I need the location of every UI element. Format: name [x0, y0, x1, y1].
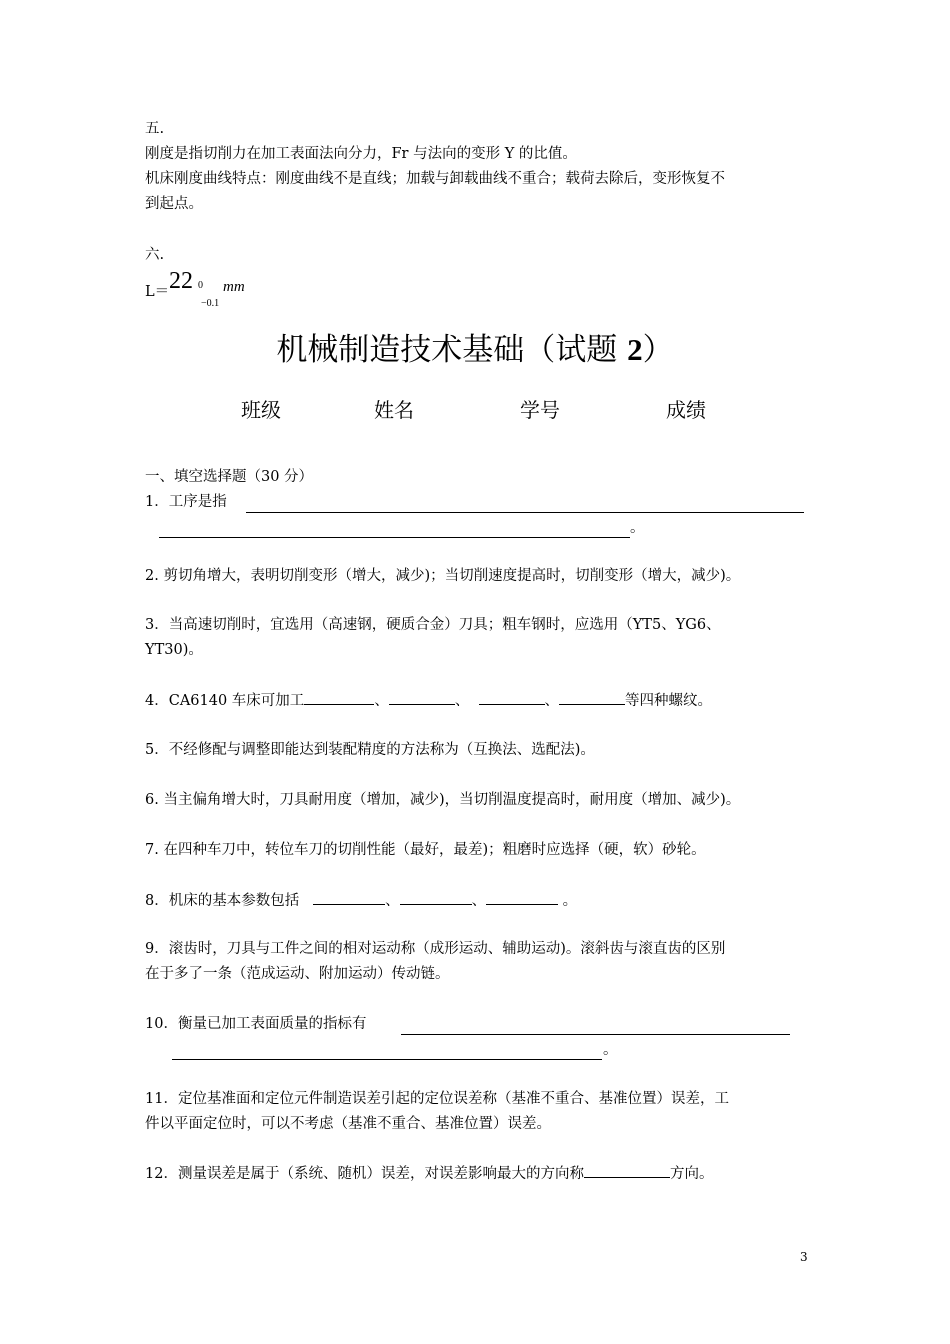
question-1-end: 。 [630, 520, 645, 536]
question-12 [145, 1163, 713, 1184]
question-4-blank-3[interactable] [479, 690, 545, 705]
page-number: 3 [800, 1250, 808, 1264]
question-8-text: 8．机床的基本参数包括 [145, 893, 300, 909]
question-4-sep-1: 、 [374, 693, 389, 709]
question-8-sep-2: 、 [471, 893, 487, 909]
formula-upper-deviation: 0 [198, 280, 203, 291]
section-5-heading: 五. [145, 121, 165, 137]
formula-value: 22 [169, 268, 193, 294]
answer-5-line-3: 到起点。 [145, 196, 203, 212]
question-7: 7. 在四种车刀中，转位车刀的切削性能（最好，最差)；粗磨时应选择（硬，软）砂轮。 [145, 842, 706, 858]
question-12-blank[interactable] [584, 1163, 670, 1178]
question-4-blank-4[interactable] [559, 690, 625, 705]
answer-5-line-2: 机床刚度曲线特点：刚度曲线不是直线；加载与卸载曲线不重合；载荷去除后，变形恢复不 [145, 171, 725, 187]
question-3-line-2: YT30)。 [145, 642, 203, 658]
question-2: 2. 剪切角增大，表明切削变形（增大，减少)；当切削速度提高时，切削变形（增大，减少)。 [145, 568, 741, 584]
question-4-text: 4．CA6140 车床可加工 [145, 693, 305, 709]
exam-title-number: 2 [627, 332, 643, 367]
question-12-end: 方向。 [669, 1166, 714, 1182]
question-10: 10．衡量已加工表面质量的指标有 [145, 1016, 367, 1032]
tolerance-formula [145, 266, 345, 316]
class-label: 班级 [241, 398, 281, 422]
question-4-blank-1[interactable] [304, 690, 374, 705]
question-9-line-1: 9．滚齿时，刀具与工件之间的相对运动称（成形运动、辅助运动)。滚斜齿与滚直齿的区别 [145, 941, 726, 957]
exam-title [0, 328, 950, 372]
question-8-sep-1: 、 [385, 893, 400, 909]
question-8 [145, 890, 577, 911]
question-5: 5．不经修配与调整即能达到装配精度的方法称为（互换法、选配法)。 [145, 742, 595, 758]
section-1-heading: 一、填空选择题（30 分） [145, 469, 314, 485]
question-11-line-2: 件以平面定位时，可以不考虑（基准不重合、基准位置）误差。 [145, 1116, 551, 1132]
question-12-text: 12．测量误差是属于（系统、随机）误差，对误差影响最大的方向称 [145, 1166, 584, 1182]
question-9-line-2: 在于多了一条（范成运动、附加运动）传动链。 [145, 966, 450, 982]
question-10-blank-line-2[interactable] [172, 1059, 602, 1060]
question-1-blank-line-2[interactable] [159, 537, 630, 538]
question-3-line-1: 3．当高速切削时，宜选用（高速钢，硬质合金）刀具；粗车钢时，应选用（YT5、YG6、 [145, 617, 721, 633]
answer-5-line-1: 刚度是指切削力在加工表面法向分力，Fr 与法向的变形 Y 的比值。 [145, 146, 577, 162]
student-id-label: 学号 [520, 398, 560, 422]
question-4-sep-2: 、 [454, 693, 470, 709]
question-4-blank-2[interactable] [389, 690, 455, 705]
question-11-line-1: 11．定位基准面和定位元件制造误差引起的定位误差称（基准不重合、基准位置）误差，工 [145, 1091, 729, 1107]
question-10-end: 。 [603, 1042, 618, 1058]
question-8-blank-1[interactable] [313, 890, 385, 905]
question-6: 6. 当主偏角增大时，刀具耐用度（增加，减少)，当切削温度提高时，耐用度（增加、减少)。 [145, 792, 741, 808]
question-8-blank-3[interactable] [486, 890, 558, 905]
formula-unit: mm [223, 279, 245, 295]
exam-title-close: ） [642, 332, 674, 368]
score-label: 成绩 [666, 398, 706, 422]
formula-lower-deviation: −0.1 [201, 298, 220, 309]
formula-lhs: L＝ [145, 284, 170, 300]
name-label: 姓名 [374, 398, 414, 422]
section-6-heading: 六. [145, 247, 165, 263]
question-1: 1．工序是指 [145, 494, 227, 510]
question-1-blank-line-1[interactable] [246, 512, 804, 513]
exam-title-main: 机械制造技术基础（试题 [276, 332, 628, 368]
question-10-blank-line-1[interactable] [401, 1034, 790, 1035]
question-8-end: 。 [562, 893, 578, 909]
question-4-sep-3: 、 [544, 693, 560, 709]
question-8-blank-2[interactable] [400, 890, 472, 905]
question-4 [145, 690, 712, 711]
question-4-end: 等四种螺纹。 [625, 693, 713, 709]
